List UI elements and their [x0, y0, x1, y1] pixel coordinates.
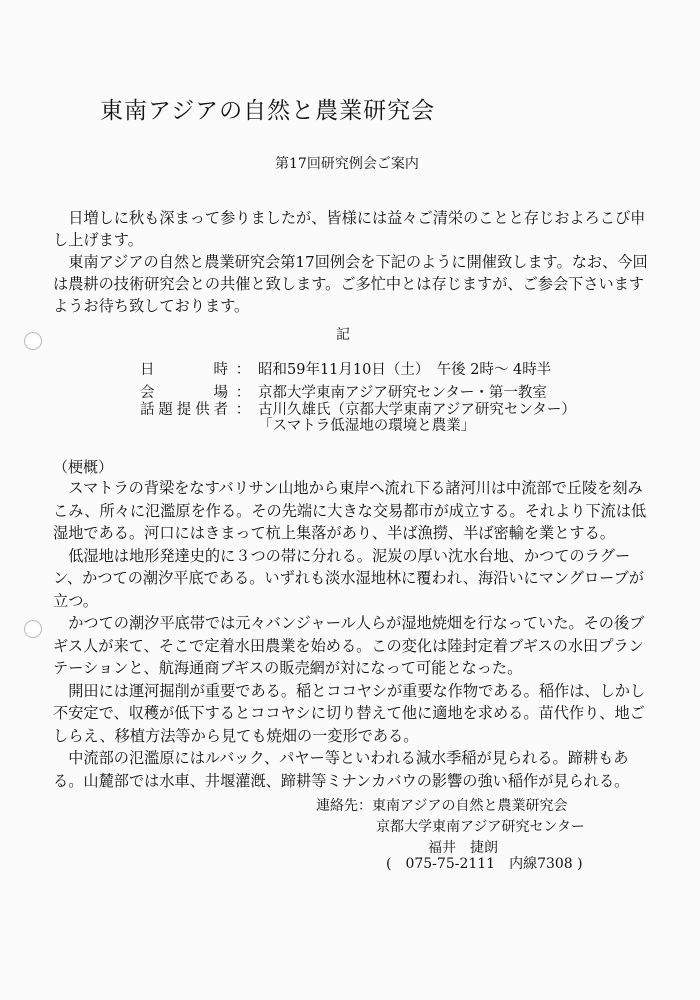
abstract-paragraph: 低湿地は地形発達史的に３つの帯に分れる。泥炭の厚い沈水台地、かつてのラグーン、かつての潮汐平底である。いずれも淡水湿地林に覆われ、海沿いにマングローブが立つ。 — [53, 546, 644, 610]
venue-colon: ： — [235, 385, 251, 401]
speaker-value: 古川久雄氏（京都大学東南アジア研究センター） — [258, 402, 576, 418]
document-subtitle: 第17回研究例会ご案内 — [275, 156, 419, 172]
document-title: 東南アジアの自然と農業研究会 — [100, 98, 436, 124]
abstract-paragraph: かつての潮汐平底帯では元々バンジャール人らが湿地焼畑を行なっていた。その後ブギス人が来て、そこで定着水田農業を始める。この変化は陸封定着ブギスの水田プランテーションと、航海通商ブギスの販売網が対になって可能となった。 — [53, 614, 645, 677]
venue-label: 会場 — [140, 385, 228, 401]
contact-label: 連絡先： — [316, 798, 372, 814]
date-value: 昭和59年11月10日（土） 午後 2時～ 4時半 — [258, 362, 552, 378]
venue-value: 京都大学東南アジア研究センター・第一教室 — [258, 385, 547, 401]
contact-person: 福井 捷朗 — [428, 840, 498, 856]
speaker-colon: ： — [235, 402, 251, 418]
date-row — [140, 358, 551, 379]
punch-hole — [24, 332, 42, 350]
abstract-paragraph: スマトラの背梁をなすバリサン山地から東岸へ流れ下る諸河川は中流部で丘陵を刻みこみ、所々に氾濫原を作る。その先端に大きな交易都市が成立する。それより下流は低湿地である。河口にはきまって杭上集落があり、半ば漁撈、半ば密輸を業とする。 — [53, 479, 647, 542]
contact-center: 京都大学東南アジア研究センター — [376, 819, 585, 835]
punch-hole — [24, 620, 42, 638]
talk-topic: 「スマトラ低湿地の環境と農業」 — [258, 418, 476, 434]
abstract-paragraph: 中流部の氾濫原にはルバック、パヤー等といわれる減水季稲が見られる。蹄耕もある。山麓部では水車、井堰灌漑、蹄耕等ミナンカバウの影響の強い稲作が見られる。 — [53, 749, 630, 790]
date-label: 日時 — [140, 362, 228, 378]
announcement-paragraph: 東南アジアの自然と農業研究会第17回例会を下記のように開催致します。なお、今回は農耕の技術研究会との共催と致します。ご多忙中とは存じますが、ご参会下さいますようお待ち致しております。 — [53, 253, 648, 315]
contact-org-row — [316, 795, 567, 815]
contact-phone: ( 075-75-2111 内線7308 ) — [386, 856, 583, 872]
abstract-body — [53, 477, 653, 792]
ki-marker: 記 — [336, 327, 350, 343]
date-colon: ： — [235, 362, 251, 378]
speaker-label: 話題提供者 — [140, 402, 228, 418]
abstract-paragraph: 開田には運河掘削が重要である。稲とココヤシが重要な作物である。稲作は、しかし不安定で、収穫が低下するとココヤシに切り替えて他に適地を求める。苗代作り、地ごしらえ、移植方法等から見ても焼畑の一変形である。 — [53, 681, 646, 745]
greeting-paragraph: 日増しに秋も深まって参りましたが、皆様には益々ご清栄のことと存じおよろこび申し上げます。 — [53, 209, 646, 249]
contact-org: 東南アジアの自然と農業研究会 — [372, 798, 568, 814]
abstract-heading: （梗概） — [53, 458, 114, 476]
